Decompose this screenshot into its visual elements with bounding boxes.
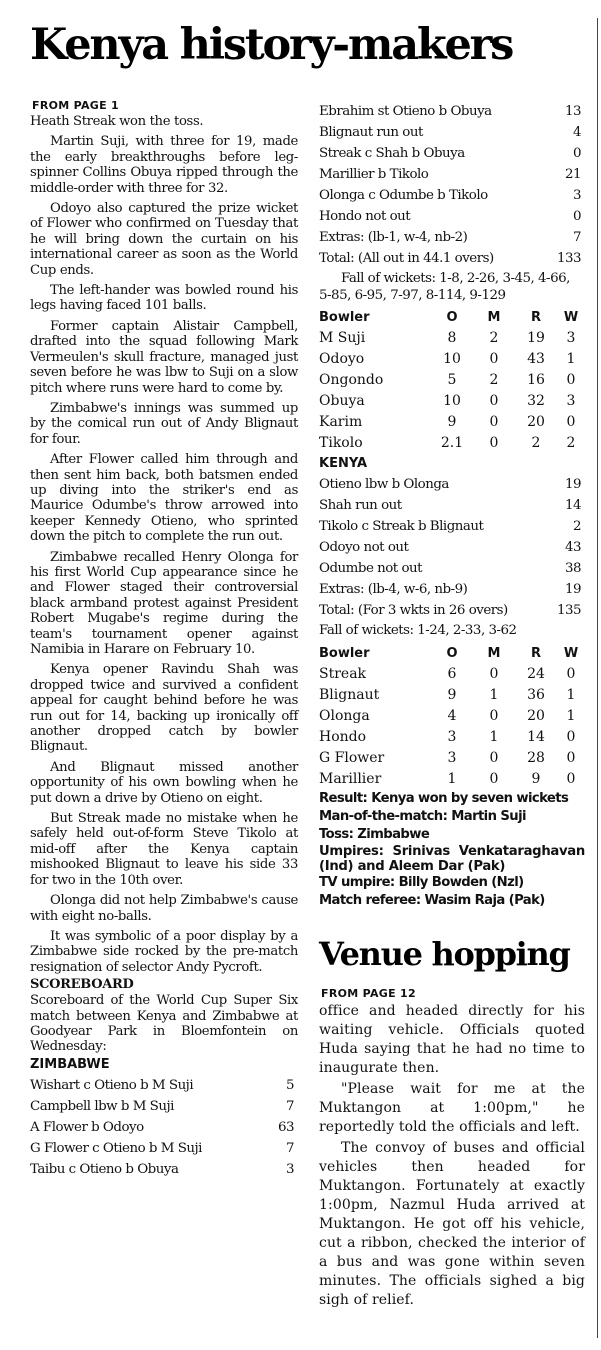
paragraph: It was symbolic of a poor display by a Zimbabwe side rocked by the pre-match resignation of selector Andy Pycroft.: [30, 928, 298, 975]
batting-row: [30, 1096, 298, 1117]
bowler-name: Tikolo: [319, 435, 363, 451]
batsman-entry: Hondo not out: [319, 209, 411, 224]
bowling-figure: 4: [447, 707, 457, 724]
bowling-figure: 0: [489, 435, 499, 451]
batsman-entry: Odoyo not out: [319, 540, 409, 555]
bowler-name: Marillier: [319, 770, 382, 787]
bowling-figure: 9: [531, 770, 541, 787]
bowler-name: M Suji: [319, 330, 366, 346]
runs-value: 135: [556, 603, 581, 618]
result-line: Result: Kenya won by seven wickets: [319, 790, 569, 806]
bowling-figure: 0: [489, 770, 499, 787]
batting-row: [30, 1075, 298, 1096]
bowling-figure: 20: [527, 707, 545, 724]
bowling-row: [319, 391, 585, 412]
paragraph: The left-hander was bowled round his legs having faced 101 balls.: [30, 283, 298, 314]
runs-value: 0: [572, 146, 581, 161]
bowling-row: [319, 433, 585, 454]
bowling-figure: 36: [527, 686, 545, 703]
bowling-figure: 3: [447, 728, 457, 745]
left-column: [30, 98, 298, 1180]
bowling-figure: 0: [489, 707, 499, 724]
bowling-figure: 2: [531, 435, 541, 451]
batsman-entry: Extras: (lb-1, w-4, nb-2): [319, 230, 468, 245]
batting-row: [319, 474, 585, 495]
bowling-figure: 0: [489, 665, 499, 682]
runs-value: 7: [285, 1098, 294, 1114]
batsman-entry: A Flower b Odoyo: [30, 1119, 144, 1135]
batting-row: [319, 600, 585, 621]
bowling-table: [319, 307, 585, 454]
paragraph: Former captain Alistair Campbell, drafted into the squad following Mark Vermeulen's skull fracture, managed just seven before he was lbw to Suji on a slow pitch where runs were hard to come by.: [30, 318, 298, 396]
bowling-header-cell: Bowler: [319, 310, 370, 325]
bowling-row: [319, 706, 585, 727]
bowling-row: [319, 748, 585, 769]
runs-value: 3: [572, 188, 581, 203]
story2-headline: Venue hopping: [319, 934, 570, 973]
batsman-entry: Odumbe not out: [319, 561, 423, 576]
bowling-row: [319, 685, 585, 706]
bowling-figure: 0: [566, 749, 576, 766]
bowling-figure: 9: [447, 414, 457, 430]
bowler-name: Streak: [319, 665, 367, 682]
bowling-header-cell: W: [563, 645, 579, 661]
batting-row: [319, 206, 585, 227]
batsman-entry: Streak c Shah b Obuya: [319, 146, 465, 161]
bowling-figure: 5: [447, 372, 457, 388]
batting-list: [319, 474, 585, 621]
tv-umpire-line: TV umpire: Billy Bowden (Nzl): [319, 874, 524, 890]
paragraph: Martin Suji, with three for 19, made the early breakthroughs before leg-spinner Collins Obuya ripped through the middle-order with three for 32.: [30, 134, 298, 196]
runs-value: 14: [564, 498, 581, 513]
man-of-the-match: Man-of-the-match: Martin Suji: [319, 808, 526, 824]
batting-list: [30, 1075, 298, 1180]
story2-kicker: FROM PAGE 12: [321, 986, 416, 1000]
paragraph: Zimbabwe's innings was summed up by the comical run out of Andy Blignaut for four.: [30, 400, 298, 447]
bowling-figure: 20: [527, 414, 545, 430]
toss-line: Toss: Zimbabwe: [319, 826, 430, 842]
bowling-header-cell: M: [487, 645, 501, 661]
referee-line: Match referee: Wasim Raja (Pak): [319, 892, 545, 908]
batting-row: [319, 516, 585, 537]
batting-row: [319, 579, 585, 600]
batting-row: [319, 143, 585, 164]
batting-row: [319, 537, 585, 558]
paragraph: Heath Streak won the toss.: [30, 114, 204, 129]
bowling-figure: 0: [566, 770, 576, 787]
kicker: FROM PAGE 1: [32, 99, 120, 112]
bowling-figure: 32: [527, 393, 545, 409]
bowling-figure: 9: [447, 686, 457, 703]
bowling-figure: 0: [489, 414, 499, 430]
runs-value: 43: [564, 540, 581, 555]
bowling-figure: 24: [527, 665, 545, 682]
bowling-header-cell: M: [487, 310, 501, 325]
paragraph: Olonga did not help Zimbabwe's cause with eight no-balls.: [30, 893, 298, 924]
batting-row: [319, 122, 585, 143]
batting-row: [319, 185, 585, 206]
bowling-header-row: [319, 643, 585, 664]
bowling-figure: 3: [566, 393, 576, 409]
bowling-figure: 0: [489, 749, 499, 766]
bowling-header-cell: W: [563, 310, 579, 325]
paragraph: But Streak made no mistake when he safely held out-of-form Steve Tikolo at mid-off after the Kenya captain mishooked Blignaut to leave his side 33 for two in the 10th over.: [30, 811, 298, 888]
bowler-name: Hondo: [319, 728, 367, 745]
paragraph: Odoyo also captured the prize wicket of Flower who confirmed on Tuesday that he will bring down the curtain on his international career as soon as the World Cup ends.: [30, 201, 298, 278]
bowling-figure: 0: [489, 393, 499, 409]
runs-value: 63: [277, 1119, 294, 1135]
bowling-figure: 10: [443, 351, 461, 367]
bowling-figure: 2: [566, 435, 576, 451]
bowler-name: Obuya: [319, 393, 365, 409]
batsman-entry: Otieno lbw b Olonga: [319, 477, 449, 492]
bowling-figure: 0: [566, 372, 576, 388]
batsman-entry: Campbell lbw b M Suji: [30, 1098, 174, 1114]
runs-value: 7: [285, 1140, 294, 1156]
bowling-figure: 6: [447, 665, 457, 682]
bowling-header-cell: O: [446, 645, 458, 661]
runs-value: 4: [572, 125, 581, 140]
batsman-entry: G Flower c Otieno b M Suji: [30, 1140, 202, 1156]
batsman-entry: Shah run out: [319, 498, 402, 513]
bowler-name: Ongondo: [319, 372, 384, 388]
bowler-name: Karim: [319, 414, 363, 430]
batsman-entry: Marillier b Tikolo: [319, 167, 429, 182]
runs-value: 19: [564, 477, 581, 492]
batsman-entry: Blignaut run out: [319, 125, 423, 140]
bowling-header-row: [319, 307, 585, 328]
headline: Kenya history-makers: [30, 20, 513, 70]
bowling-row: [319, 664, 585, 685]
bowling-figure: 1: [566, 686, 576, 703]
bowling-figure: 1: [566, 707, 576, 724]
bowling-figure: 14: [527, 728, 545, 745]
bowling-header-cell: O: [446, 310, 458, 325]
batsman-entry: Olonga c Odumbe b Tikolo: [319, 188, 488, 203]
bowling-figure: 1: [566, 351, 576, 367]
runs-value: 21: [564, 167, 581, 182]
bowling-row: [319, 349, 585, 370]
bowling-figure: 43: [527, 351, 545, 367]
batting-row: [319, 248, 585, 269]
batsman-entry: Extras: (lb-4, w-6, nb-9): [319, 582, 468, 597]
batsman-entry: Ebrahim st Otieno b Obuya: [319, 104, 492, 119]
batting-row: [319, 495, 585, 516]
bowler-name: Olonga: [319, 707, 370, 724]
bowling-figure: 8: [447, 330, 457, 346]
umpires-line: Umpires: Srinivas Venkataraghavan (Ind) and Aleem Dar (Pak): [319, 843, 585, 874]
bowling-figure: 0: [489, 351, 499, 367]
bowling-header-cell: R: [530, 645, 541, 661]
paragraph: "Please wait for me at the Muktangon at 1:00pm," he reportedly told the officials and left.: [319, 1080, 585, 1135]
right-column: [319, 101, 585, 1310]
bowler-name: Blignaut: [319, 686, 380, 703]
paragraph: Kenya opener Ravindu Shah was dropped twice and survived a confident appeal for caught behind before he was run out for 14, backing up ironically off another dropped catch by bowler Blignaut.: [30, 662, 298, 755]
column-rule: [597, 18, 598, 1338]
batsman-entry: Taibu c Otieno b Obuya: [30, 1161, 179, 1177]
batting-row: [30, 1117, 298, 1138]
bowling-figure: 3: [566, 330, 576, 346]
bowling-row: [319, 769, 585, 790]
bowling-figure: 3: [447, 749, 457, 766]
bowling-row: [319, 412, 585, 433]
runs-value: 7: [572, 230, 581, 245]
batting-row: [319, 164, 585, 185]
bowling-figure: 2: [489, 330, 499, 346]
team-heading: ZIMBABWE: [30, 1056, 110, 1072]
batsman-entry: Wishart c Otieno b M Suji: [30, 1077, 194, 1093]
paragraph: office and headed directly for his waiting vehicle. Officials quoted Huda saying that he had no time to inaugurate then.: [319, 1002, 585, 1076]
fall-of-wickets: Fall of wickets: 1-8, 2-26, 3-45, 4-66, 5-85, 6-95, 7-97, 8-114, 9-129: [319, 271, 570, 303]
runs-value: 19: [564, 582, 581, 597]
bowler-name: Odoyo: [319, 351, 365, 367]
bowling-row: [319, 370, 585, 391]
batting-row: [30, 1138, 298, 1159]
batting-list: [319, 101, 585, 269]
batting-row: [319, 101, 585, 122]
scoreboard-intro: Scoreboard of the World Cup Super Six match between Kenya and Zimbabwe at Goodyear Park in Bloemfontein on Wednesday:: [30, 993, 298, 1055]
batting-row: [319, 558, 585, 579]
bowling-row: [319, 727, 585, 748]
paragraph: Zimbabwe recalled Henry Olonga for his first World Cup appearance since he and Flower staged their controversial black armband protest against President Robert Mugabe's regime during the team's tournament opener against Namibia in Harare on February 10.: [30, 549, 298, 657]
runs-value: 133: [556, 251, 581, 266]
bowler-name: G Flower: [319, 749, 385, 766]
runs-value: 5: [285, 1077, 294, 1093]
paragraph: The convoy of buses and official vehicles then headed for Muktangon. Fortunately at exactly 1:00pm, Nazmul Huda arrived at Muktangon. He got off his vehicle, cut a ribbon, checked the interior of a bus and was gone within seven minutes. The officials sighed a big sigh of relief.: [319, 1139, 585, 1308]
bowling-figure: 1: [489, 728, 499, 745]
bowling-figure: 28: [527, 749, 545, 766]
bowling-figure: 10: [443, 393, 461, 409]
batting-row: [30, 1159, 298, 1180]
bowling-figure: 19: [527, 330, 545, 346]
batsman-entry: Total: (All out in 44.1 overs): [319, 251, 494, 266]
batsman-entry: Total: (For 3 wkts in 26 overs): [319, 603, 508, 618]
batting-row: [319, 227, 585, 248]
bowling-figure: 1: [489, 686, 499, 703]
bowling-header-cell: Bowler: [319, 645, 370, 661]
batsman-entry: Tikolo c Streak b Blignaut: [319, 519, 484, 534]
bowling-figure: 16: [527, 372, 545, 388]
runs-value: 0: [572, 209, 581, 224]
bowling-figure: 0: [566, 665, 576, 682]
bowling-figure: 2: [489, 372, 499, 388]
paragraph: After Flower called him through and then sent him back, both batsmen ended up diving into the striker's end as Maurice Odumbe's throw arrowed into keeper Kennedy Otieno, who sprinted down the pitch to complete the run out.: [30, 452, 298, 545]
bowling-row: [319, 328, 585, 349]
bowling-header-cell: R: [530, 310, 541, 325]
bowling-figure: 0: [566, 728, 576, 745]
fall-of-wickets: Fall of wickets: 1-24, 2-33, 3-62: [319, 623, 517, 638]
paragraph: And Blignaut missed another opportunity of his own bowling when he put down a drive by Otieno on eight.: [30, 759, 298, 806]
runs-value: 2: [572, 519, 581, 534]
team-heading: KENYA: [319, 456, 368, 471]
bowling-table: [319, 643, 585, 790]
runs-value: 38: [564, 561, 581, 576]
bowling-figure: 0: [566, 414, 576, 430]
bowling-figure: 2.1: [440, 435, 464, 451]
runs-value: 13: [564, 104, 581, 119]
scoreboard-heading: SCOREBOARD: [30, 977, 134, 993]
runs-value: 3: [285, 1161, 294, 1177]
bowling-figure: 1: [447, 770, 457, 787]
